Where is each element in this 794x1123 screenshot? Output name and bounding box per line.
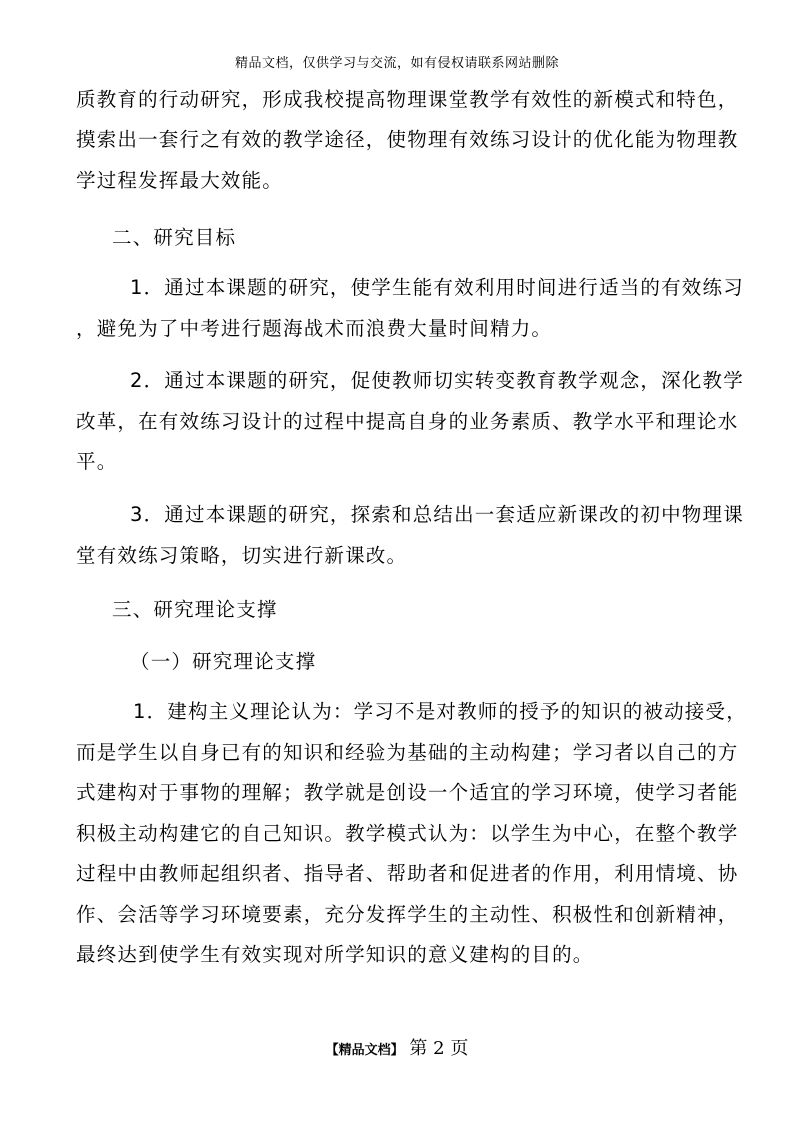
page-number: 第 2 页: [409, 1038, 469, 1059]
body-text-line: 1．通过本课题的研究，使学生能有效利用时间进行适当的有效练习: [130, 276, 744, 299]
section-heading: 三、研究理论支撑: [112, 598, 278, 621]
body-text-line: 堂有效练习策略，切实进行新课改。: [76, 544, 408, 567]
page-footer: [0, 1034, 794, 1060]
subsection-heading: （一）研究理论支撑: [130, 650, 317, 673]
body-text-line: 学过程发挥最大效能。: [76, 169, 284, 192]
body-text-line: 改革，在有效练习设计的过程中提高自身的业务素质、教学水平和理论水: [76, 410, 739, 433]
body-text-line: 作、会活等学习环境要素，充分发挥学生的主动性、积极性和创新精神，: [76, 903, 739, 926]
body-text-line: 1．建构主义理论认为：学习不是对教师的授予的知识的被动接受，: [133, 700, 747, 723]
page-header: 精品文档，仅供学习与交流，如有侵权请联系网站删除: [234, 56, 559, 71]
body-text-line: 最终达到使学生有效实现对所学知识的意义建构的目的。: [76, 943, 594, 966]
body-text-line: 而是学生以自身已有的知识和经验为基础的主动构建；学习者以自己的方: [76, 741, 739, 764]
body-text-line: 式建构对于事物的理解；教学就是创设一个适宜的学习环境，使学习者能: [76, 781, 739, 804]
body-text-line: 质教育的行动研究，形成我校提高物理课堂教学有效性的新模式和特色，: [76, 88, 739, 111]
section-heading: 二、研究目标: [112, 226, 237, 249]
footer-tag: 【精品文档】: [325, 1043, 404, 1058]
body-text-line: 摸索出一套行之有效的教学途径，使物理有效练习设计的优化能为物理教: [76, 128, 739, 151]
body-text-line: 积极主动构建它的自己知识。教学模式认为：以学生为中心，在整个教学: [76, 822, 739, 845]
body-text-line: 3．通过本课题的研究，探索和总结出一套适应新课改的初中物理课: [130, 503, 744, 526]
body-text-line: 2．通过本课题的研究，促使教师切实转变教育教学观念，深化教学: [130, 369, 744, 392]
body-text-line: 平。: [76, 450, 118, 473]
body-text-line: 过程中由教师起组织者、指导者、帮助者和促进者的作用，利用情境、协: [76, 862, 739, 885]
body-text-line: ，避免为了中考进行题海战术而浪费大量时间精力。: [76, 317, 553, 340]
